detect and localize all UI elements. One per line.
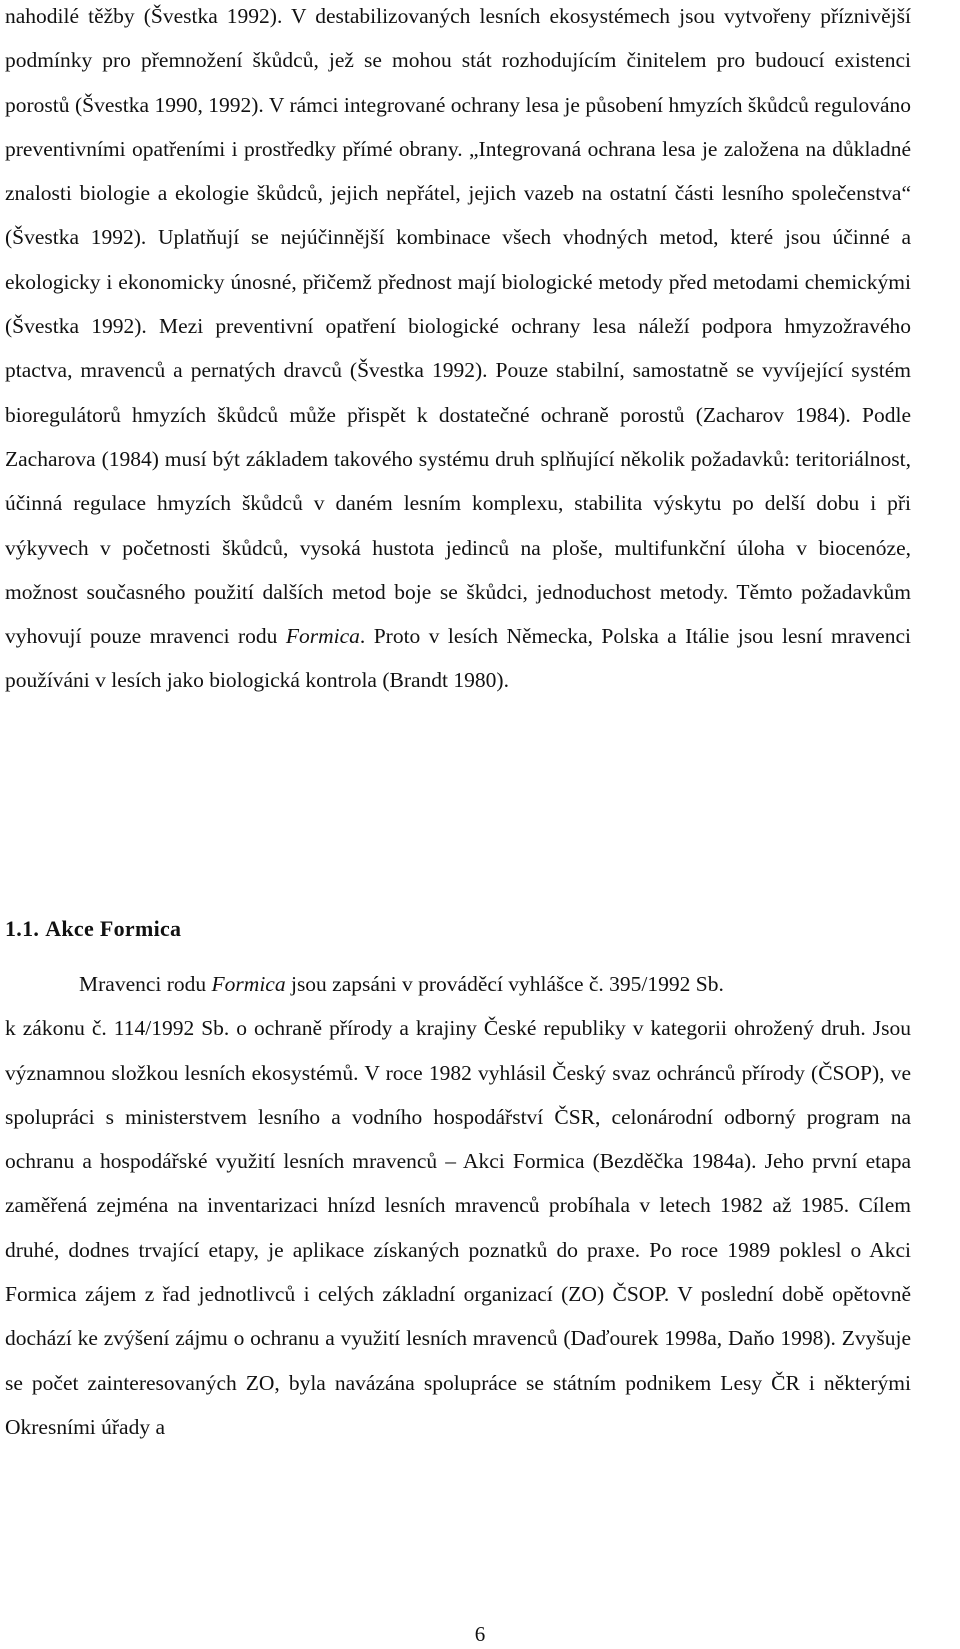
sentence-1: nahodilé těžby (Švestka 1992). V destabilizovaných lesních ekosystémech jsou vytvořeny příznivější podmínky pro přemnožení škůdců, jež se mohou stát rozhodujícím činitelem pro budoucí existenci porostů (Švestka 1990, 1992). bbox=[5, 4, 911, 117]
genus-name-italic: Formica bbox=[211, 972, 286, 996]
sentence-8-start: Těmto požadavkům vyhovují pouze mravenci rodu bbox=[5, 579, 911, 649]
section-heading bbox=[5, 916, 181, 942]
genus-name-italic: Formica bbox=[285, 624, 360, 649]
sentence-8-end: . Proto v lesích Německa, Polska a Itálie jsou lesní mravenci používáni v lesích jako biologická kontrola (Brandt 1980). bbox=[5, 624, 911, 693]
sentence-3-quote: „Integrovaná ochrana lesa je založena na důkladné znalosti biologie a ekologie škůdců, jejich nepřátel, jejich vazeb na ostatní části lesního společenstva“ (Švestka 1992). bbox=[5, 136, 911, 250]
paragraph-body: k zákonu č. 114/1992 Sb. o ochraně přírody a krajiny České republiky v kategorii ohrožený druh. Jsou významnou složkou lesních ekosystémů. V roce 1982 vyhlásil Český svaz ochránců přírody (ČSOP), ve spolupráci s ministerstvem lesního a vodního hospodářství ČSR, celonárodní odborný program na ochranu a hospodářské využití lesních mravenců – Akci Formica (Bezděčka 1984a). Jeho první etapa zaměřená zejména na inventarizaci hnízd lesních mravenců probíhala v letech 1982 až 1985. Cílem druhé, dodnes trvající etapy, je aplikace získaných poznatků do praxe. Po roce 1989 poklesl o Akci Formica zájem z řad jednotlivců i celých základní organizací (ZO) ČSOP. V poslední době opětovně dochází ke zvýšení zájmu o ochranu a využití lesních mravenců (Daďourek 1998a, Daňo 1998). Zvyšuje se počet zainteresovaných ZO, byla navázána spolupráce se státním podnikem Lesy ČR i některými Okresními úřady a bbox=[5, 1016, 911, 1439]
paragraph-biological-protection bbox=[5, 0, 911, 703]
sentence-2: V rámci integrované ochrany lesa je působení hmyzích škůdců regulováno preventivními opatřeními i prostředky přímé obrany. bbox=[5, 92, 912, 161]
sentence-5: Mezi preventivní opatření biologické ochrany lesa náleží podpora hmyzožravého ptactva, mravenců a pernatých dravců (Švestka 1992). bbox=[5, 314, 912, 383]
paragraph-first-line bbox=[5, 962, 911, 1006]
section-number: 1.1. bbox=[5, 916, 40, 941]
sentence-4: Uplatňují se nejúčinnější kombinace všech vhodných metod, které jsou účinné a ekologicky i ekonomicky únosné, přičemž přednost mají biologické metody před metodami chemickými (Švestka 1992). bbox=[5, 225, 912, 339]
first-line-end: jsou zapsáni v prováděcí vyhlášce č. 395/1992 Sb. bbox=[290, 972, 724, 996]
section-title: Akce Formica bbox=[45, 916, 182, 941]
first-line-start: Mravenci rodu bbox=[79, 972, 207, 996]
sentence-7: Podle Zacharova (1984) musí být základem takového systému druh splňující několik požadavků: teritoriálnost, účinná regulace hmyzích škůdců v daném lesním komplexu, stabilita výskytu po delší dobu i při výkyvech v početnosti škůdců, vysoká hustota jedinců na ploše, multifunkční úloha v biocenóze, možnost současného použití dalších metod boje se škůdci, jednoduchost metody. bbox=[5, 402, 912, 604]
page-number: 6 bbox=[474, 1622, 486, 1646]
sentence-6: Pouze stabilní, samostatně se vyvíjející systém bioregulátorů hmyzích škůdců může přispět k dostatečné ochraně porostů (Zacharov 1984). bbox=[5, 358, 911, 427]
paragraph-akce-formica bbox=[5, 962, 911, 1449]
